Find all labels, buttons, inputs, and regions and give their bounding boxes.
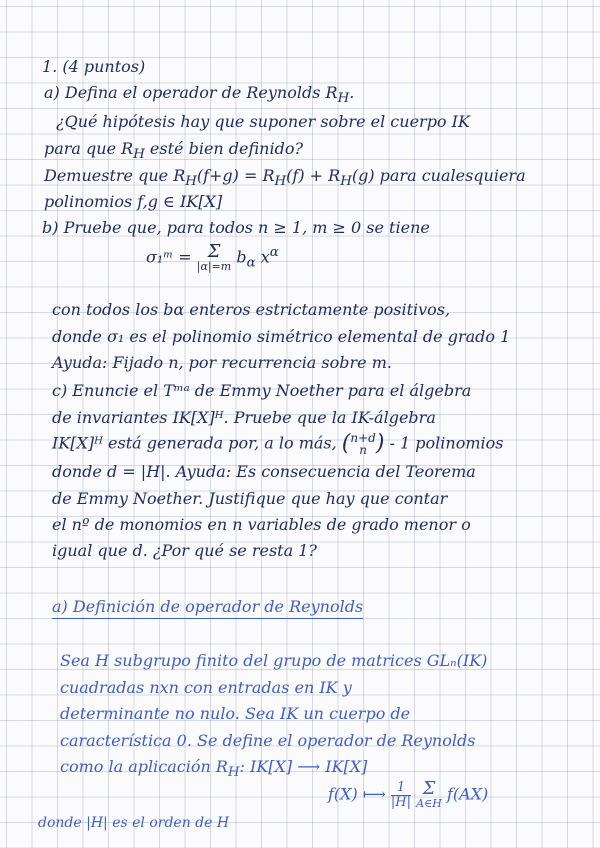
part-b-line-2: con todos los bα enteros estrictamente positivos, <box>52 300 451 319</box>
answer-footer: donde |H| es el orden de H <box>38 815 230 831</box>
sum-operator: Σ A∈H <box>416 778 442 810</box>
part-b-line-1: b) Pruebe que, para todos n ≥ 1, m ≥ 0 se tiene <box>42 218 430 237</box>
question-header: 1. (4 puntos) <box>42 57 146 76</box>
binomial-coefficient: ( n+d n ) <box>341 431 385 457</box>
answer-map-formula: f(X) ⟼ $\frac{1}{|H|}$ Σ A∈H f(AX) <box>328 778 489 810</box>
part-b-formula: σ₁ᵐ = Σ |α|=m $b_\alpha$ $x^\alpha$ <box>146 240 279 273</box>
part-a-line-1: a) Defina el operador de Reynolds $R_H$. <box>44 83 355 107</box>
answer-line-4: característica 0. Se define el operador de Reynolds <box>60 731 476 750</box>
part-c-line-7: igual que d. ¿Por qué se resta 1? <box>52 541 317 560</box>
part-c-line-6: el nº de monomios en n variables de grado menor o <box>52 515 471 534</box>
part-b-line-4: Ayuda: Fijado n, por recurrencia sobre m. <box>52 353 392 372</box>
part-c-line-3: IK[X]ᴴ está generada por, a lo más, ( n+d n ) - 1 polinomios <box>52 431 504 457</box>
part-a-line-2: ¿Qué hipótesis hay que suponer sobre el cuerpo IK <box>56 112 470 131</box>
part-c-line-2: de invariantes IK[X]ᴴ. Pruebe que la IK-álgebra <box>52 408 436 427</box>
part-a-line-4: Demuestre que $R_H(f+g) = R_H(f) + R_H(g)$ para cualesquiera <box>44 166 526 190</box>
part-c-line-5: de Emmy Noether. Justifique que hay que contar <box>52 489 448 508</box>
answer-line-1: Sea H subgrupo finito del grupo de matrices GLₙ(IK) <box>60 651 488 670</box>
part-a-line-5: polinomios f,g ∈ IK[X] <box>44 192 223 211</box>
part-c-line-4: donde d = |H|. Ayuda: Es consecuencia del Teorema <box>52 462 476 481</box>
sum-operator: Σ |α|=m <box>196 240 232 273</box>
answer-heading: a) Definición de operador de Reynolds <box>52 596 363 618</box>
fraction: $\frac{1}{|H|}$ <box>390 779 412 810</box>
answer-line-3: determinante no nulo. Sea IK un cuerpo de <box>60 704 411 723</box>
part-c-line-1: c) Enuncie el Tᵐᵃ de Emmy Noether para el álgebra <box>52 381 472 400</box>
part-a-line-3: para que $R_H$ esté bien definido? <box>44 139 304 163</box>
answer-line-2: cuadradas nxn con entradas en IK y <box>60 678 352 697</box>
answer-line-5: como la aplicación $R_H$: IK[X] ⟶ IK[X] <box>60 757 368 781</box>
part-b-line-3: donde σ₁ es el polinomio simétrico elemental de grado 1 <box>52 327 511 346</box>
